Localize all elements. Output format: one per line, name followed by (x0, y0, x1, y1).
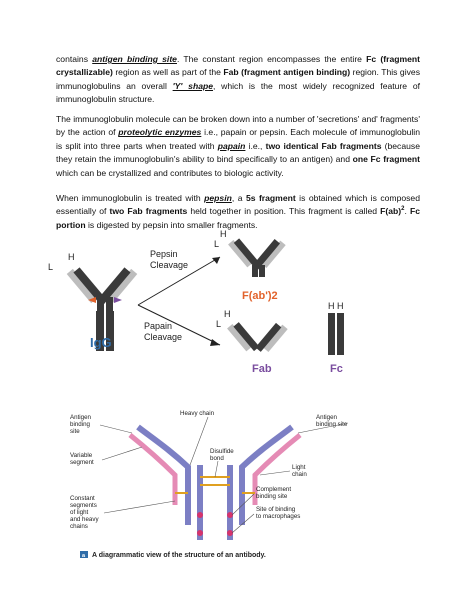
term-two-fab: two identical Fab fragments (265, 140, 382, 151)
label-macrophage-site: Site of binding (256, 506, 296, 513)
superscript: 2 (401, 206, 405, 213)
term-fc-portion: Fc portion (56, 206, 421, 230)
caption-tag-letter: a (82, 553, 86, 559)
label-variable-segment: Variable (70, 452, 93, 459)
label-constant-segments: Constant (70, 495, 95, 502)
label-papain-cleavage: Cleavage (144, 332, 183, 342)
text-span: , which is the most widely recognized feature of immunoglobulin structure. (56, 80, 420, 105)
label-light-chain: L (214, 239, 220, 249)
text-span: is obtained which is composed essentially of (56, 193, 420, 217)
label-complement-site: Complement (256, 486, 292, 493)
term-y-shape: 'Y' shape (172, 80, 214, 91)
label-macrophage-site: to macrophages (256, 513, 301, 520)
paragraph-enzymes (56, 113, 420, 180)
label-fab: Fab (252, 363, 272, 375)
papain-site-marker (114, 297, 122, 303)
label-constant-segments: of light (70, 509, 89, 516)
text-span: When immunoglobulin is treated with (56, 193, 205, 203)
text-span: (because they retain the immunoglobulin's ability to bind specifically to an antigen) and (56, 140, 420, 165)
label-variable-segment: segment (70, 459, 94, 466)
label-light-chain: L (216, 319, 222, 329)
text-span: i.e., (245, 140, 266, 151)
arrowhead-papain (210, 339, 220, 346)
term-one-fc: one Fc fragment (352, 154, 420, 165)
text-span: region. This gives immunoglobulins an overall (56, 67, 420, 91)
label-pepsin-cleavage: Cleavage (150, 260, 189, 270)
heavy-chain-left (138, 427, 188, 525)
label-antigen-binding-right: binding site (316, 421, 348, 428)
label-antigen-binding-left: Antigen (70, 414, 91, 421)
light-chain-left (130, 435, 175, 505)
term-5s-fragment: 5s fragment (245, 193, 296, 203)
macrophage-site-marker (197, 530, 203, 536)
text-span: . (404, 206, 410, 217)
label-pepsin: Pepsin (150, 249, 178, 259)
label-disulfide-bond: bond (210, 455, 224, 462)
text-span: which can be crystallized and contributes to biologic activity. (56, 167, 284, 178)
term-fc: Fc (fragment crystallizable) (56, 54, 420, 78)
label-papain: Papain (144, 321, 173, 331)
term-fab: Fab (fragment antigen binding) (223, 67, 351, 78)
label-light-chain: Light (292, 464, 306, 471)
term-papain: papain (217, 140, 246, 151)
label-light-chain: L (48, 262, 54, 272)
label-complement-site: binding site (256, 493, 288, 500)
text-span: , a (231, 193, 246, 203)
label-heavy-chain: H (224, 309, 231, 319)
term-pepsin: pepsin (204, 193, 232, 203)
label-igg: IgG (90, 335, 112, 350)
complement-site-marker (197, 512, 203, 518)
label-antigen-binding-left: site (70, 428, 80, 435)
label-fc: Fc (330, 363, 343, 375)
fc-fragment (328, 313, 344, 355)
label-hh: H H (328, 301, 344, 311)
term-proteolytic-enzymes: proteolytic enzymes (118, 127, 202, 138)
igg-cleavage-figure (40, 225, 440, 390)
label-heavy-chain: Heavy chain (180, 410, 215, 417)
paragraph-antibody-regions (56, 53, 420, 107)
text-span: . The constant region encompasses the entire (176, 54, 367, 64)
fab-fragments (227, 322, 288, 352)
label-constant-segments: chains (70, 523, 88, 530)
term-fab2 (380, 206, 404, 216)
label-antigen-binding-left: binding (70, 421, 90, 428)
label-fab2: F(ab')2 (242, 290, 278, 302)
figure-caption: A diagrammatic view of the structure of an antibody. (92, 552, 266, 559)
text-span: i.e., papain or pepsin. Each molecule of immunoglobulin is split into three parts when treated with (56, 127, 420, 151)
text-span: held together in position. This fragment is called (187, 206, 381, 217)
antibody-structure-figure (60, 405, 420, 565)
text-span: region as well as part of the (112, 67, 224, 78)
label-light-chain: chain (292, 471, 307, 478)
term-two-fab-fragments: two Fab fragments (109, 206, 188, 217)
text-span: F(ab) (380, 206, 402, 217)
label-constant-segments: and heavy (70, 516, 99, 523)
label-heavy-chain: H (68, 252, 75, 262)
fab2-fragment (228, 238, 286, 277)
text-span: is digested by pepsin into smaller fragments. (85, 219, 258, 230)
label-heavy-chain: H (220, 229, 227, 239)
label-disulfide-bond: Disulfide (210, 448, 234, 455)
text-span: The immunoglobulin molecule can be broken down into a number of 'secretions' and' fragments' by the action of (56, 114, 420, 138)
term-antigen-binding-site: antigen binding site (92, 54, 177, 64)
label-antigen-binding-right: Antigen (316, 414, 337, 421)
text-span: contains (56, 54, 93, 64)
label-constant-segments: segments (70, 502, 97, 509)
